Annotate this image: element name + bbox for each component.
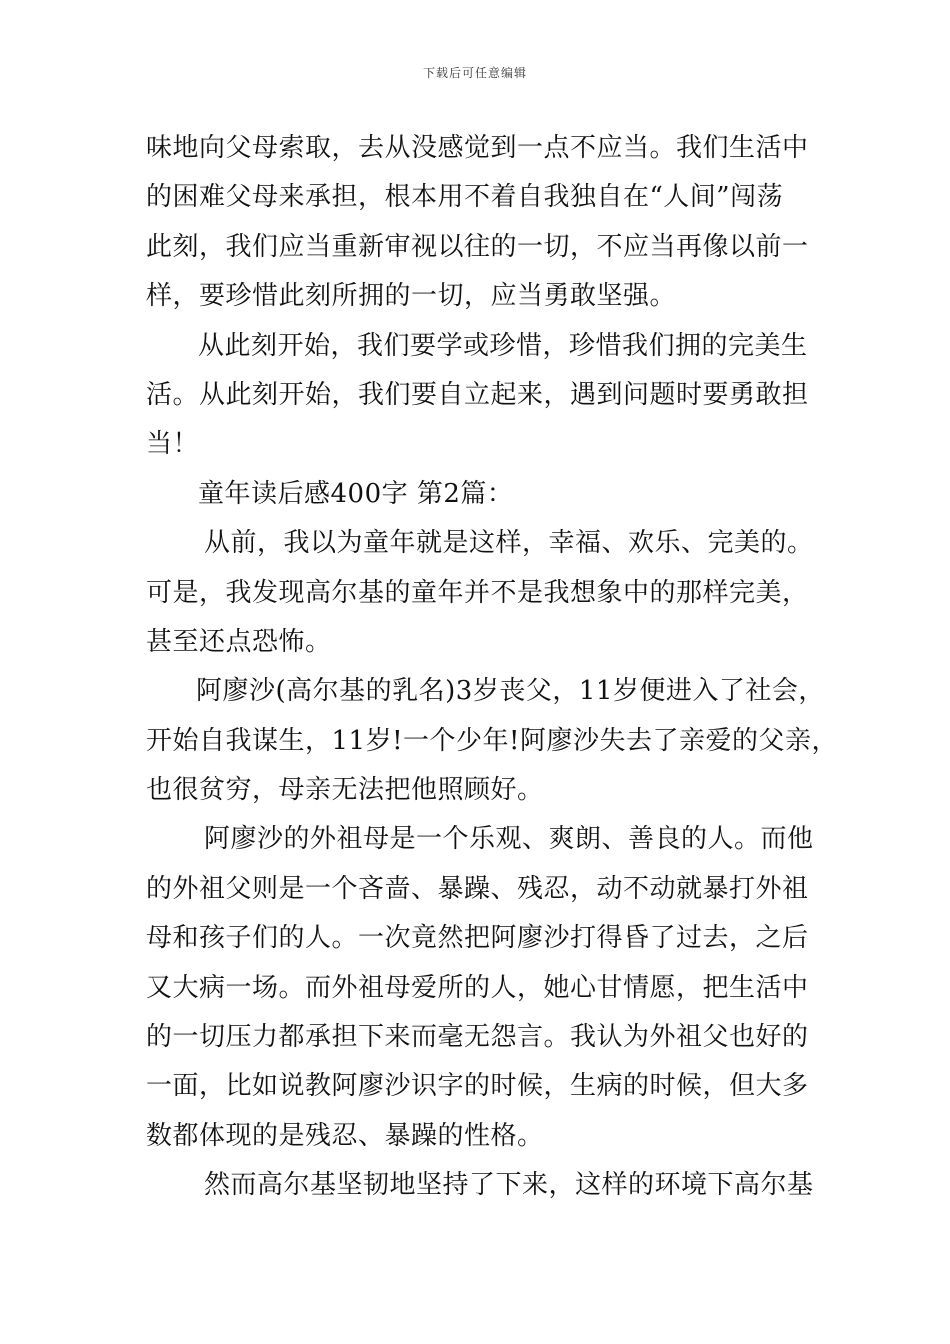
paragraph-start: 从前，我以为童年就是这样，幸福、欢乐、完美的。 xyxy=(204,528,814,559)
paragraph-start: 阿廖沙(高尔基的乳名)3岁丧父，11岁便进入了社会， xyxy=(196,676,825,707)
text-line: 的外祖父则是一个吝啬、暴躁、残忍，动不动就暴打外祖 xyxy=(146,873,809,904)
section-heading: 童年读后感400字 第2篇： xyxy=(198,478,514,509)
paragraph-start: 然而高尔基坚韧地坚持了下来，这样的环境下高尔基 xyxy=(204,1170,814,1201)
text-line: 活。从此刻开始，我们要自立起来，遇到问题时要勇敢担 xyxy=(146,379,809,410)
text-line: 也很贫穷，母亲无法把他照顾好。 xyxy=(146,775,544,806)
text-line: 又大病一场。而外祖母爱所的人，她心甘情愿，把生活中 xyxy=(146,972,809,1003)
text-line: 的一切压力都承担下来而毫无怨言。我认为外祖父也好的 xyxy=(146,1022,809,1053)
text-line: 此刻，我们应当重新审视以往的一切，不应当再像以前一 xyxy=(146,231,809,262)
text-line: 可是，我发现高尔基的童年并不是我想象中的那样完美， xyxy=(146,577,809,608)
text-line: 的困难父母来承担，根本用不着自我独自在“人间”闯荡 xyxy=(146,182,784,213)
text-line: 数都体现的是残忍、暴躁的性格。 xyxy=(146,1120,544,1151)
document-body xyxy=(146,124,836,1211)
page-header: 下载后可任意编辑 xyxy=(422,66,527,80)
text-line: 甚至还点恐怖。 xyxy=(146,626,332,657)
text-line: 味地向父母索取，去从没感觉到一点不应当。我们生活中 xyxy=(146,133,809,163)
paragraph-start: 阿廖沙的外祖母是一个乐观、爽朗、善良的人。而他 xyxy=(204,824,814,855)
text-line: 一面，比如说教阿廖沙识字的时候，生病的时候，但大多 xyxy=(146,1071,809,1102)
paragraph-start: 从此刻开始，我们要学或珍惜，珍惜我们拥的完美生 xyxy=(198,330,808,361)
text-line: 开始自我谋生，11岁!一个少年!阿廖沙失去了亲爱的父亲， xyxy=(146,725,838,756)
text-line: 当！ xyxy=(146,429,200,460)
text-line: 样，要珍惜此刻所拥的一切，应当勇敢坚强。 xyxy=(146,281,677,312)
text-line: 母和孩子们的人。一次竟然把阿廖沙打得昏了过去，之后 xyxy=(146,923,809,954)
